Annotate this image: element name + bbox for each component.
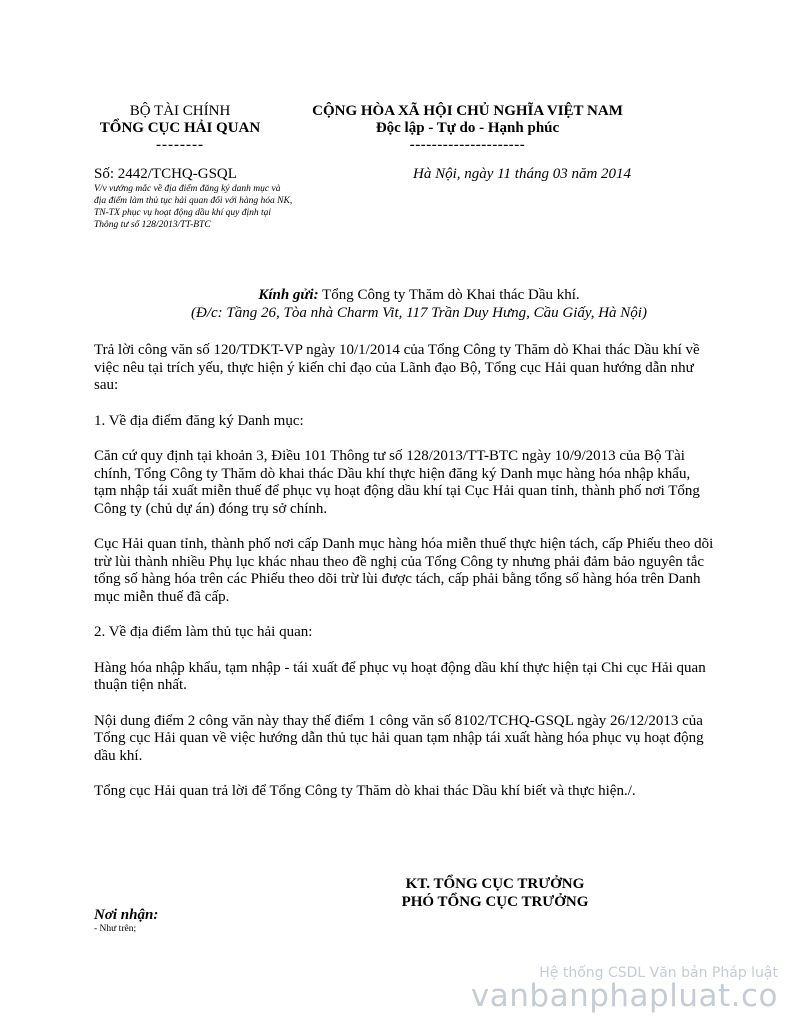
- recipient-line: [94, 286, 744, 304]
- signature-block: [340, 875, 650, 911]
- recipients-list-item: - Như trên;: [94, 924, 137, 934]
- section2-paragraph-2: Nội dung điểm 2 công văn này thay thế điểm 1 công văn số 8102/TCHQ-GSQL ngày 26/12/2013 của Tổng cục Hải quan về việc hướng dẫn thủ tục hải quan tạm nhập tái xuất hàng hóa phục vụ hoạt động dầu khí.: [94, 712, 704, 764]
- signature-title-1: KT. TỔNG CỤC TRƯỞNG: [405, 876, 585, 892]
- signature-title-2: PHÓ TỔNG CỤC TRƯỞNG: [401, 894, 589, 910]
- ministry-name: BỘ TÀI CHÍNH: [129, 103, 231, 119]
- national-motto: Độc lập - Tự do - Hạnh phúc: [375, 120, 560, 136]
- recipients-list-title: Nơi nhận:: [94, 907, 159, 923]
- watermark-line-2: vanbanphapluat.co: [470, 978, 778, 1014]
- place-date: Hà Nội, ngày 11 tháng 03 năm 2014: [413, 166, 632, 182]
- section1-title: 1. Về địa điểm đăng ký Danh mục:: [94, 412, 304, 429]
- section1-paragraph-2: Cục Hải quan tỉnh, thành phố nơi cấp Danh mục hàng hóa miễn thuế thực hiện tách, cấp Phiếu theo dõi trừ lùi thành nhiều Phụ lục khác nhau theo đề nghị của Tổng Công ty nhưng phải đảm bảo nguyên tắc tổng số hàng hóa trên các Phiếu theo dõi trừ lùi được tách, cấp phải bằng tổng số hàng hóa trên Danh mục miễn thuế đã cấp.: [94, 536, 714, 605]
- section2-title: 2. Về địa điểm làm thủ tục hải quan:: [94, 624, 313, 640]
- section1-paragraph-1: Căn cứ quy định tại khoản 3, Điều 101 Thông tư số 128/2013/TT-BTC ngày 10/9/2013 của Bộ Tài chính, Tổng Công ty Thăm dò khai thác Dầu khí thực hiện đăng ký Danh mục hàng hóa nhập khẩu, tạm nhập tái xuất miễn thuế để phục vụ hoạt động dầu khí tại Cục Hải quan tỉnh, thành phố nơi Tổng Công ty (chủ dự án) đóng trụ sở chính.: [94, 448, 700, 517]
- recipient-name: Tổng Công ty Thăm dò Khai thác Dầu khí.: [318, 287, 580, 303]
- recipient-label: Kính gửi:: [258, 287, 319, 303]
- closing-paragraph: Tổng cục Hải quan trả lời để Tổng Công ty Thăm dò khai thác Dầu khí biết và thực hiện./.: [94, 783, 636, 799]
- recipient-address: (Đ/c: Tầng 26, Tòa nhà Charm Vit, 117 Trần Duy Hưng, Cầu Giấy, Hà Nội): [191, 305, 647, 321]
- section2-paragraph-1: Hàng hóa nhập khẩu, tạm nhập - tái xuất để phục vụ hoạt động dầu khí thực hiện tại Chi cục Hải quan thuận tiện nhất.: [94, 659, 706, 693]
- national-header: [285, 103, 650, 154]
- recipient-block: [94, 286, 744, 322]
- document-number: Số: 2442/TCHQ-GSQL: [94, 166, 237, 182]
- agency-name: TỔNG CỤC HẢI QUAN: [99, 120, 261, 136]
- document-body: [94, 342, 714, 819]
- intro-paragraph: Trả lời công văn số 120/TDKT-VP ngày 10/1/2014 của Tổng Công ty Thăm dò Khai thác Dầu khí về việc nêu tại trích yếu, thực hiện ý kiến chỉ đạo của Lãnh đạo Bộ, Tổng cục Hải quan hướng dẫn như sau:: [94, 342, 700, 393]
- issuing-agency-header: [80, 103, 280, 154]
- country-name: CỘNG HÒA XÃ HỘI CHỦ NGHĨA VIỆT NAM: [312, 103, 623, 119]
- agency-divider: --------: [156, 137, 204, 153]
- motto-divider: ---------------------: [409, 137, 526, 153]
- document-subject: V/v vướng mắc về địa điểm đăng ký danh mục và địa điểm làm thủ tục hải quan đối với hàng hóa NK, TN-TX phục vụ hoạt động dầu khí quy định tại Thông tư số 128/2013/TT-BTC: [94, 184, 293, 230]
- watermark-line-1: Hệ thống CSDL Văn bản Pháp luật: [539, 965, 778, 981]
